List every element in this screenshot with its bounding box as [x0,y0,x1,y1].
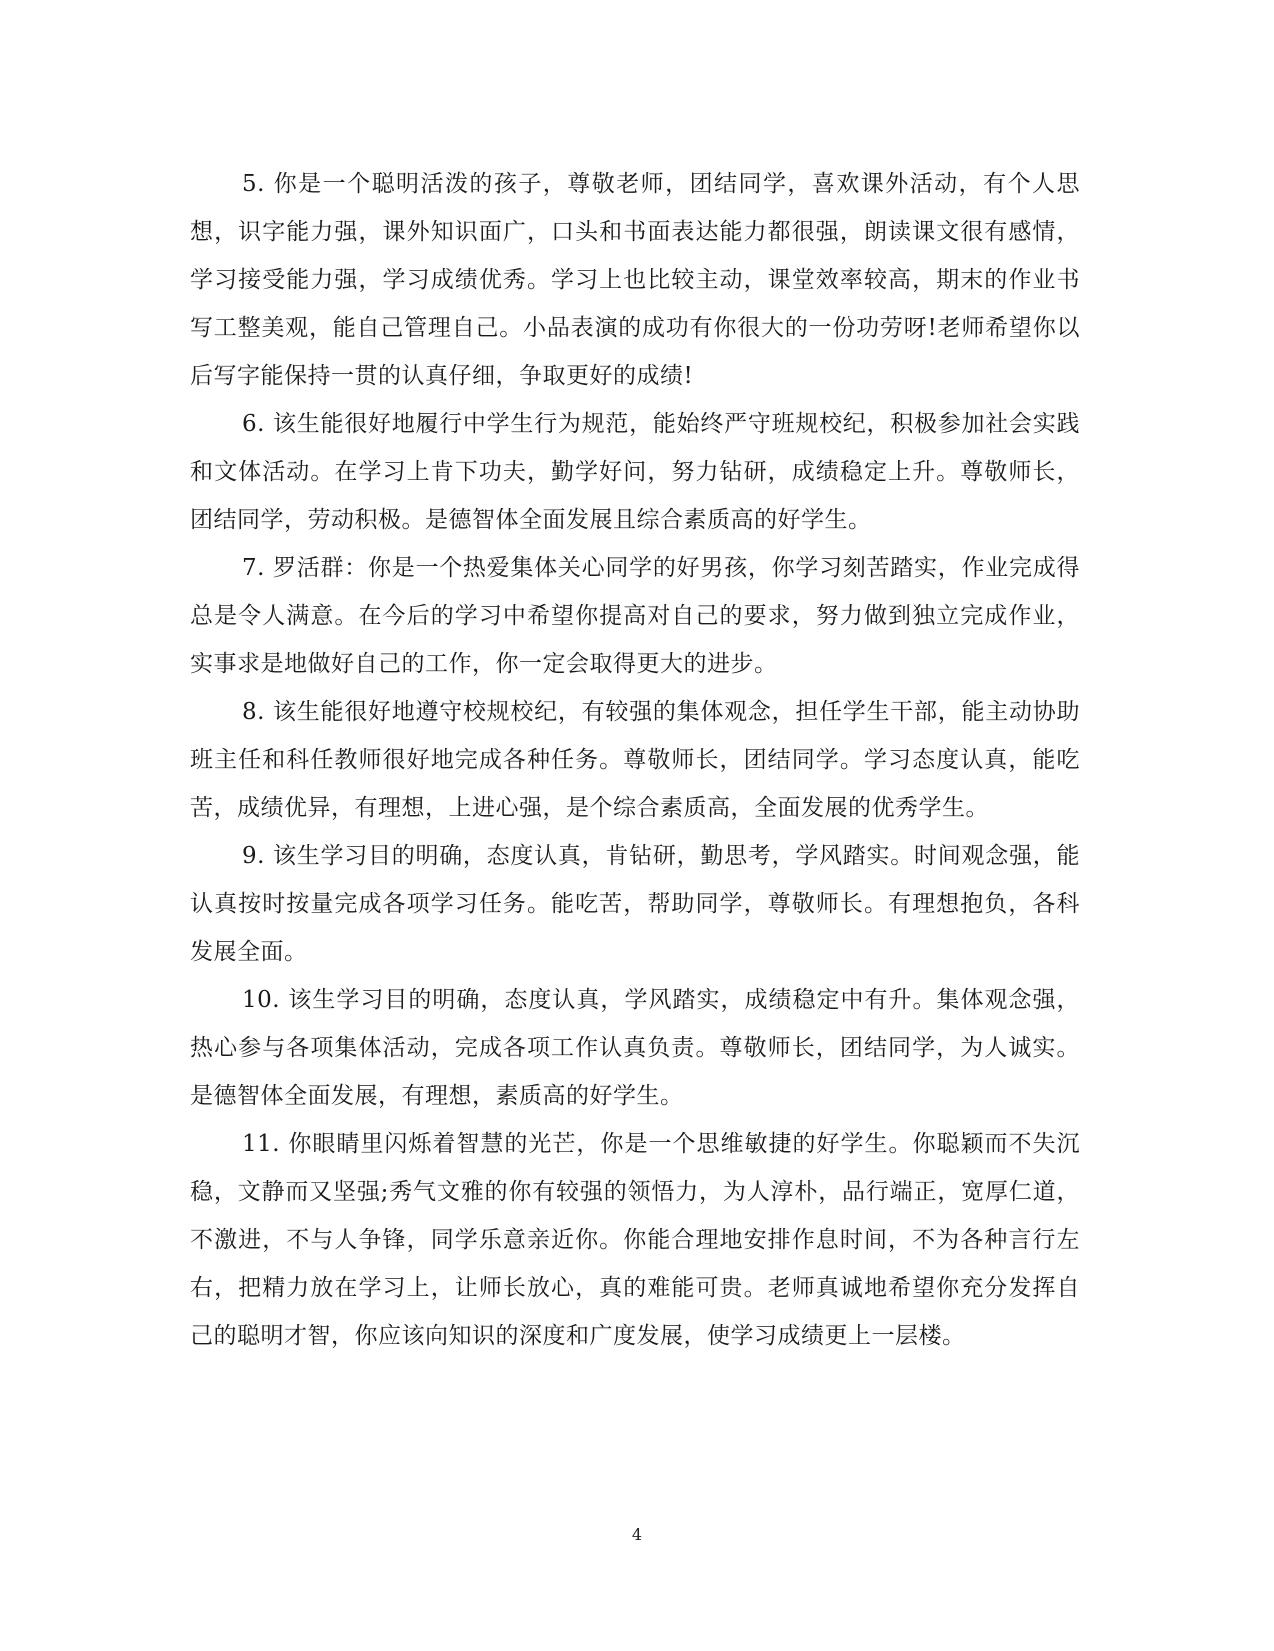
paragraph-item-7: 7. 罗活群：你是一个热爱集体关心同学的好男孩，你学习刻苦踏实，作业完成得总是令人满意。在今后的学习中希望你提高对自己的要求，努力做到独立完成作业，实事求是地做好自己的工作，你一定会取得更大的进步。 [190,555,1080,677]
document-body [190,160,1080,1360]
paragraph-item-11: 11. 你眼睛里闪烁着智慧的光芒，你是一个思维敏捷的好学生。你聪颖而不失沉稳，文静而又坚强;秀气文雅的你有较强的领悟力，为人淳朴，品行端正，宽厚仁道，不激进，不与人争锋，同学乐意亲近你。你能合理地安排作息时间，不为各种言行左右，把精力放在学习上，让师长放心，真的难能可贵。老师真诚地希望你充分发挥自己的聪明才智，你应该向知识的深度和广度发展，使学习成绩更上一层楼。 [190,1131,1080,1349]
paragraph-item-6: 6. 该生能很好地履行中学生行为规范，能始终严守班规校纪，积极参加社会实践和文体活动。在学习上肯下功夫，勤学好问，努力钻研，成绩稳定上升。尊敬师长，团结同学，劳动积极。是德智体全面发展且综合素质高的好学生。 [190,411,1080,533]
paragraph-item-9: 9. 该生学习目的明确，态度认真，肯钻研，勤思考，学风踏实。时间观念强，能认真按时按量完成各项学习任务。能吃苦，帮助同学，尊敬师长。有理想抱负，各科发展全面。 [190,843,1080,965]
paragraph-item-5: 5. 你是一个聪明活泼的孩子，尊敬老师，团结同学，喜欢课外活动，有个人思想，识字能力强，课外知识面广，口头和书面表达能力都很强，朗读课文很有感情，学习接受能力强，学习成绩优秀。学习上也比较主动，课堂效率较高，期末的作业书写工整美观，能自己管理自己。小品表演的成功有你很大的一份功劳呀!老师希望你以后写字能保持一贯的认真仔细，争取更好的成绩! [190,171,1080,389]
page-number: 4 [631,1525,643,1544]
paragraph-item-10: 10. 该生学习目的明确，态度认真，学风踏实，成绩稳定中有升。集体观念强，热心参与各项集体活动，完成各项工作认真负责。尊敬师长，团结同学，为人诚实。是德智体全面发展，有理想，素质高的好学生。 [190,987,1080,1109]
paragraph-item-8: 8. 该生能很好地遵守校规校纪，有较强的集体观念，担任学生干部，能主动协助班主任和科任教师很好地完成各种任务。尊敬师长，团结同学。学习态度认真，能吃苦，成绩优异，有理想，上进心强，是个综合素质高，全面发展的优秀学生。 [190,699,1080,821]
